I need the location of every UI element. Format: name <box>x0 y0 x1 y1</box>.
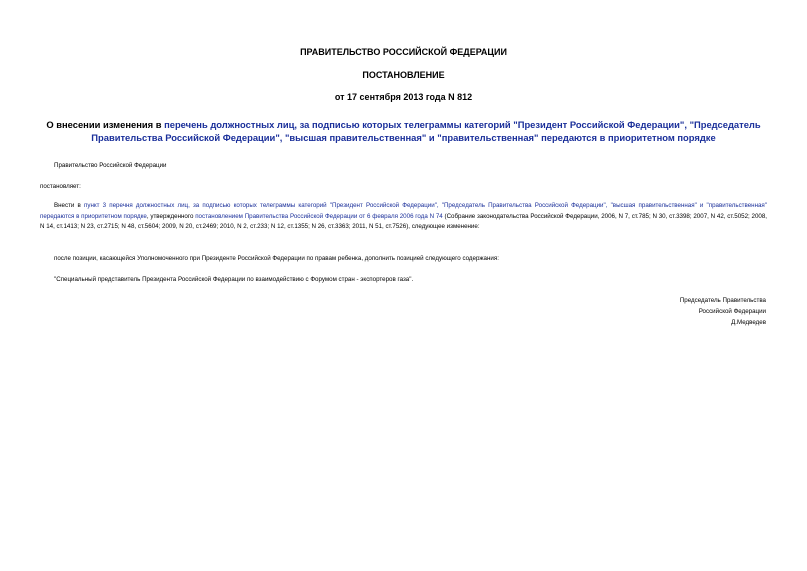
signature-title-line1: Председатель Правительства <box>679 297 766 304</box>
document-title <box>40 119 767 144</box>
document-type-heading: ПОСТАНОВЛЕНИЕ <box>362 70 445 80</box>
amendment-text-b: , утвержденного <box>146 212 196 220</box>
paragraph-after-position: после позиции, касающейся Уполномоченного при Президенте Российской Федерации по правам ребенка, дополнить позицией следующего содержания: <box>54 255 499 262</box>
paragraph-resolves: постановляет: <box>40 183 81 190</box>
amendment-link-resolution[interactable]: постановлением Правительства Российской Федерации от 6 февраля 2006 года N 74 <box>195 212 443 220</box>
paragraph-government: Правительство Российской Федерации <box>54 162 167 169</box>
paragraph-new-position: "Специальный представитель Президента Российской Федерации по взаимодействию с Форумом стран - экспортеров газа". <box>54 276 414 283</box>
title-link[interactable]: перечень должностных лиц, за подписью которых телеграммы категорий "Президент Российской Федерации", "Председатель Правительства Российской Федерации", "высшая правительственная" и "правительственная" передаются в приоритетном порядке <box>91 119 761 143</box>
paragraph-amendment <box>40 201 767 233</box>
government-heading: ПРАВИТЕЛЬСТВО РОССИЙСКОЙ ФЕДЕРАЦИИ <box>300 47 507 57</box>
amendment-text-a: Внести в <box>54 202 84 209</box>
title-prefix: О внесении изменения в <box>46 119 165 130</box>
date-number-line: от 17 сентября 2013 года N 812 <box>334 92 473 102</box>
amendment-link-list[interactable]: пункт 3 перечня должностных лиц, за подписью которых телеграммы категорий "Президент Российской Федерации", "Председатель Правительства Российской Федерации", "высшая правительственная" и "правительственная" передаются в приоритетном порядке <box>40 202 767 220</box>
signature-name: Д.Медведев <box>731 319 766 326</box>
amendment-text-c: (Собрание законодательства Российской Федерации, 2006, N 7, ст.785; N 30, ст.3398; 2007, N 42, ст.5052; 2008, N 14, ст.1413; N 23, ст.2715; N 48, ст.5604; 2009, N 20, ст.2469; 2010, N 2, ст.233; N 12, ст.1355; N 26, ст.3363; 2011, N 51, ст.7526), следующее изменение: <box>40 212 768 231</box>
signature-title-line2: Российской Федерации <box>698 308 766 315</box>
